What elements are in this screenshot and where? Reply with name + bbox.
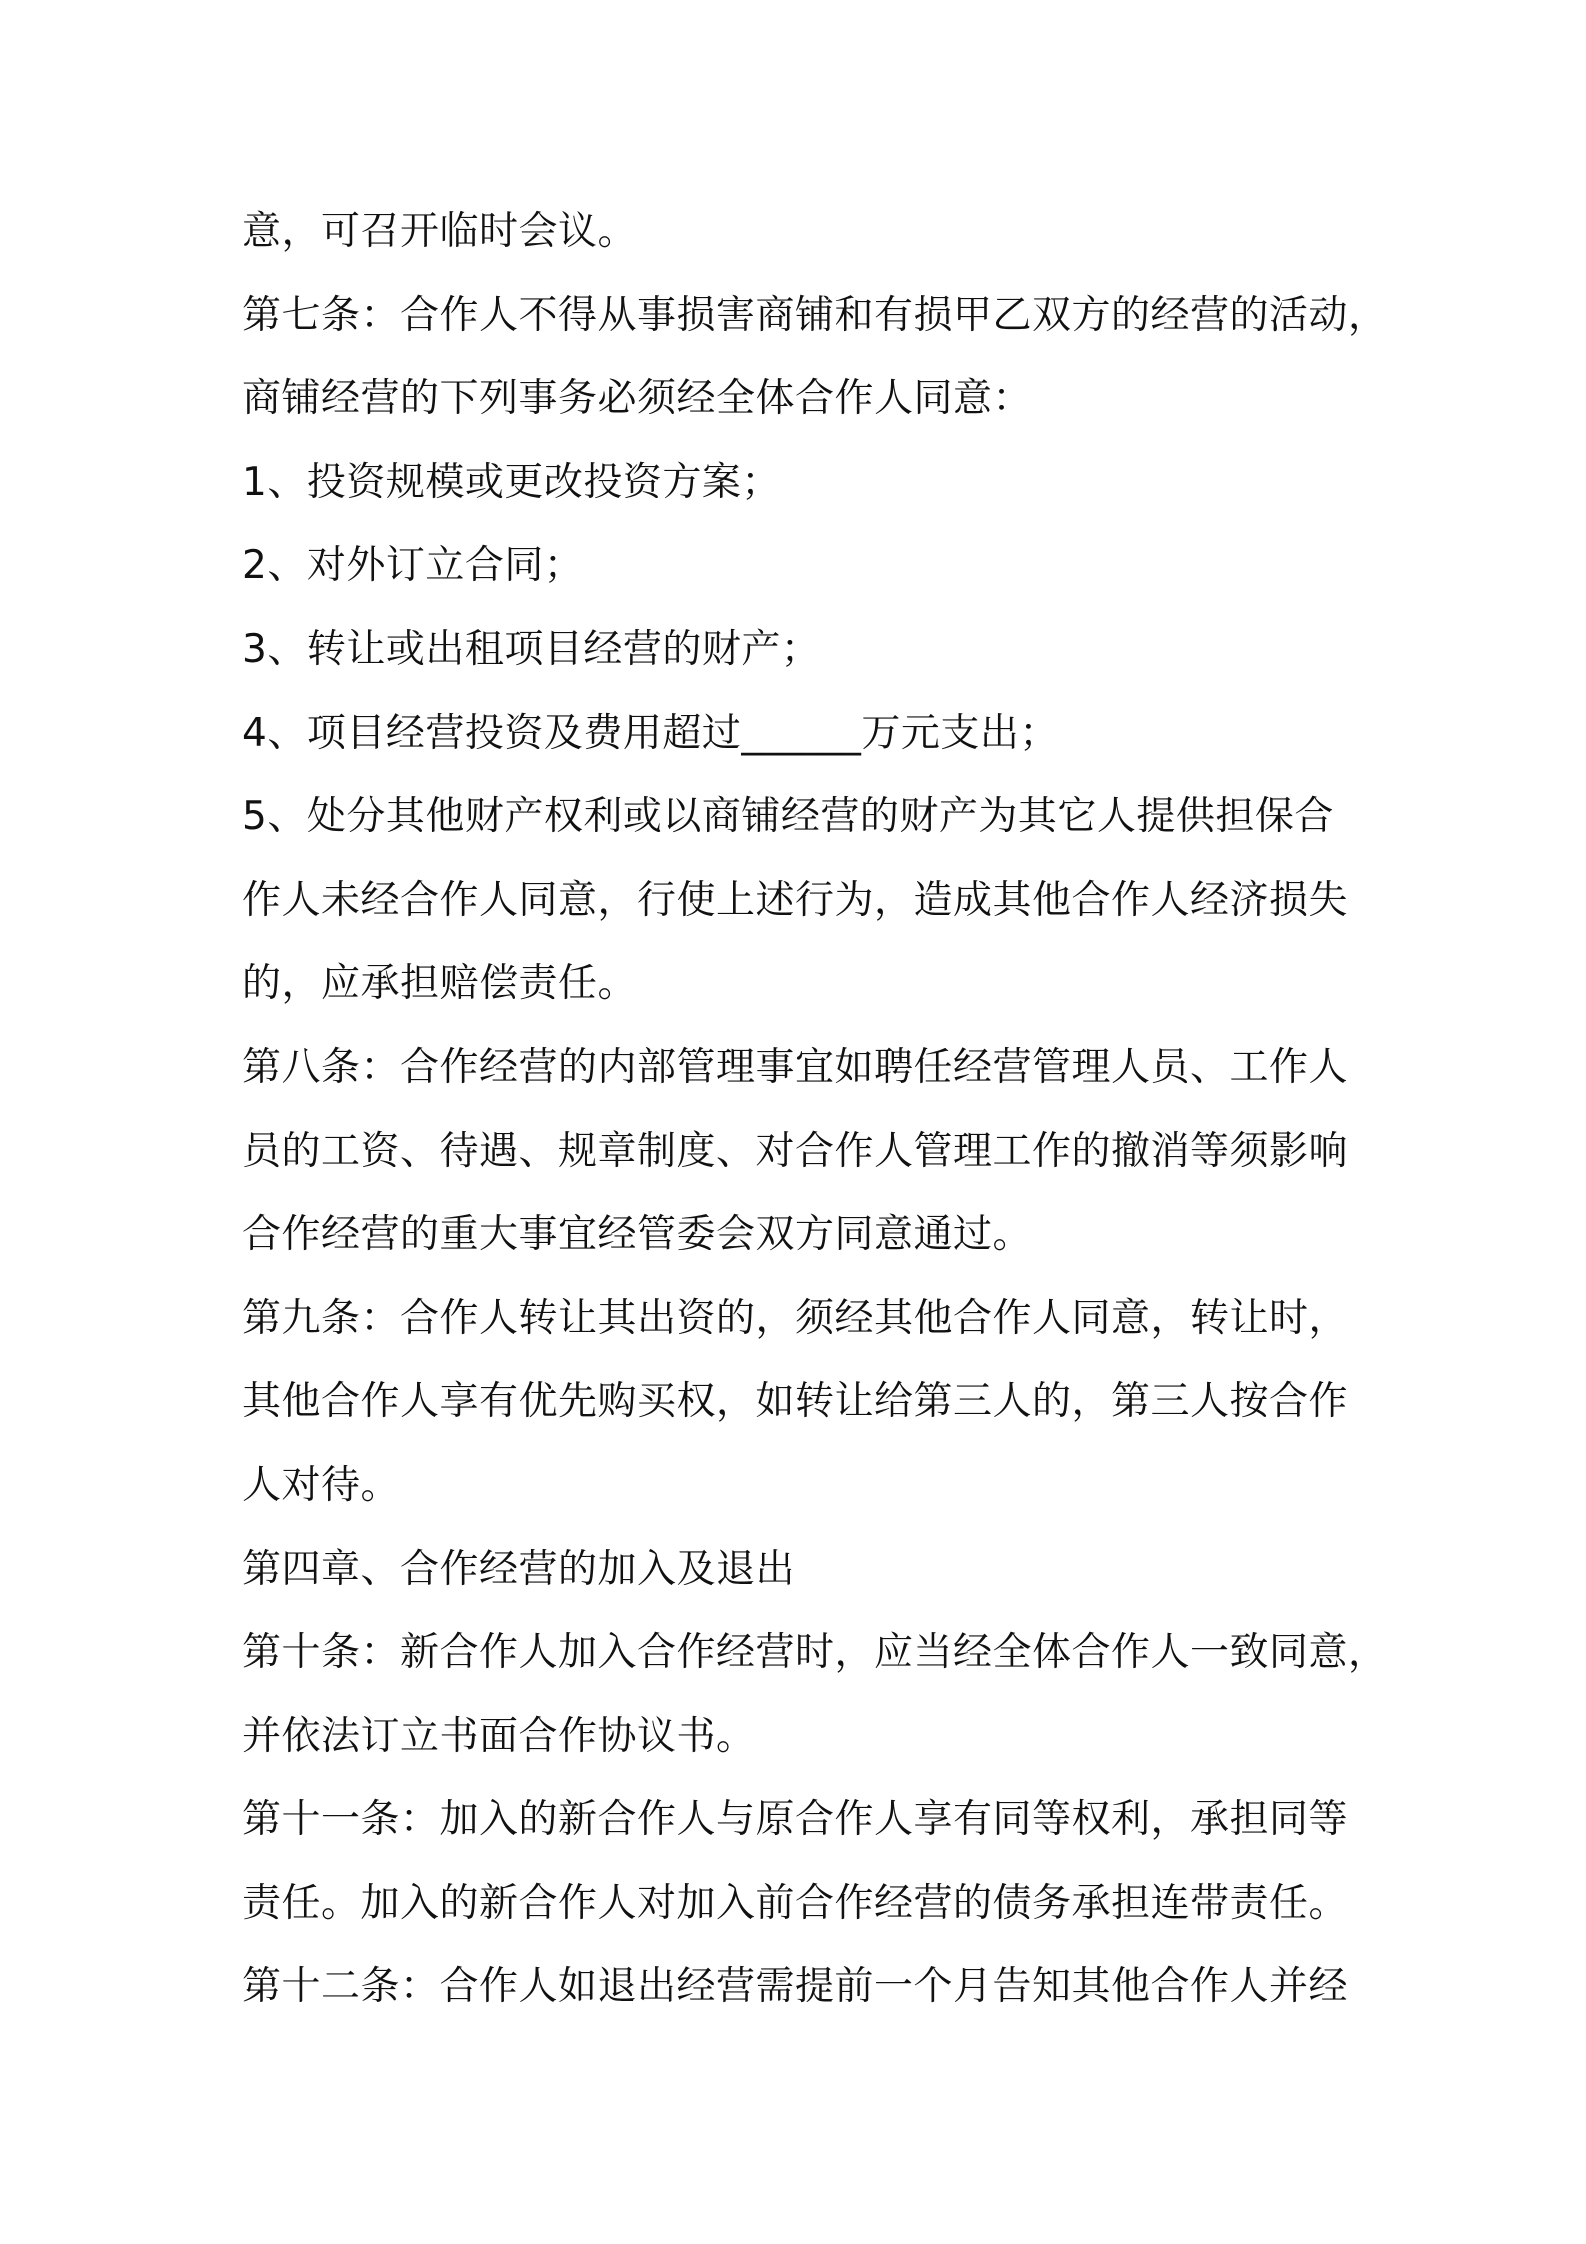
- article-11-line-1: 第十一条：加入的新合作人与原合作人享有同等权利，承担同等: [242, 1797, 1349, 1843]
- article-8-line-2: 员的工资、待遇、规章制度、对合作人管理工作的撤消等须影响: [242, 1128, 1349, 1174]
- article-10-line-2: 并依法订立书面合作协议书。: [242, 1713, 756, 1759]
- list-item-5-line-3: 的，应承担赔偿责任。: [242, 961, 638, 1007]
- article-9-line-1: 第九条：合作人转让其出资的，须经其他合作人同意，转让时，: [242, 1295, 1349, 1341]
- article-11-line-2: 责任。加入的新合作人对加入前合作经营的债务承担连带责任。: [242, 1880, 1349, 1926]
- article-10-line-1: 第十条：新合作人加入合作经营时，应当经全体合作人一致同意，: [242, 1630, 1388, 1676]
- article-9-line-2: 其他合作人享有优先购买权，如转让给第三人的，第三人按合作: [242, 1379, 1349, 1425]
- list-item-5-line-2: 作人未经合作人同意，行使上述行为，造成其他合作人经济损失: [242, 877, 1349, 923]
- article-12-line-1: 第十二条：合作人如退出经营需提前一个月告知其他合作人并经: [242, 1964, 1349, 2010]
- article-7-line-1: 第七条：合作人不得从事损害商铺和有损甲乙双方的经营的活动，: [242, 292, 1388, 338]
- article-7-line-2: 商铺经营的下列事务必须经全体合作人同意：: [242, 376, 1033, 422]
- article-9-line-3: 人对待。: [242, 1462, 401, 1508]
- list-item-3: 3、转让或出租项目经营的财产；: [242, 626, 821, 672]
- article-8-line-1: 第八条：合作经营的内部管理事宜如聘任经营管理人员、工作人: [242, 1044, 1349, 1090]
- list-item-1: 1、投资规模或更改投资方案；: [242, 459, 781, 505]
- document-body: [242, 190, 1388, 2029]
- list-item-5-line-1: 5、处分其他财产权利或以商铺经营的财产为其它人提供担保合: [242, 794, 1334, 840]
- chapter-4-heading: 第四章、合作经营的加入及退出: [242, 1546, 796, 1592]
- list-item-2: 2、对外订立合同；: [242, 543, 584, 589]
- list-item-4: 4、项目经营投资及费用超过______万元支出；: [242, 710, 1059, 756]
- article-8-line-3: 合作经营的重大事宜经管委会双方同意通过。: [242, 1212, 1033, 1258]
- text-line-1: 意，可召开临时会议。: [242, 209, 638, 254]
